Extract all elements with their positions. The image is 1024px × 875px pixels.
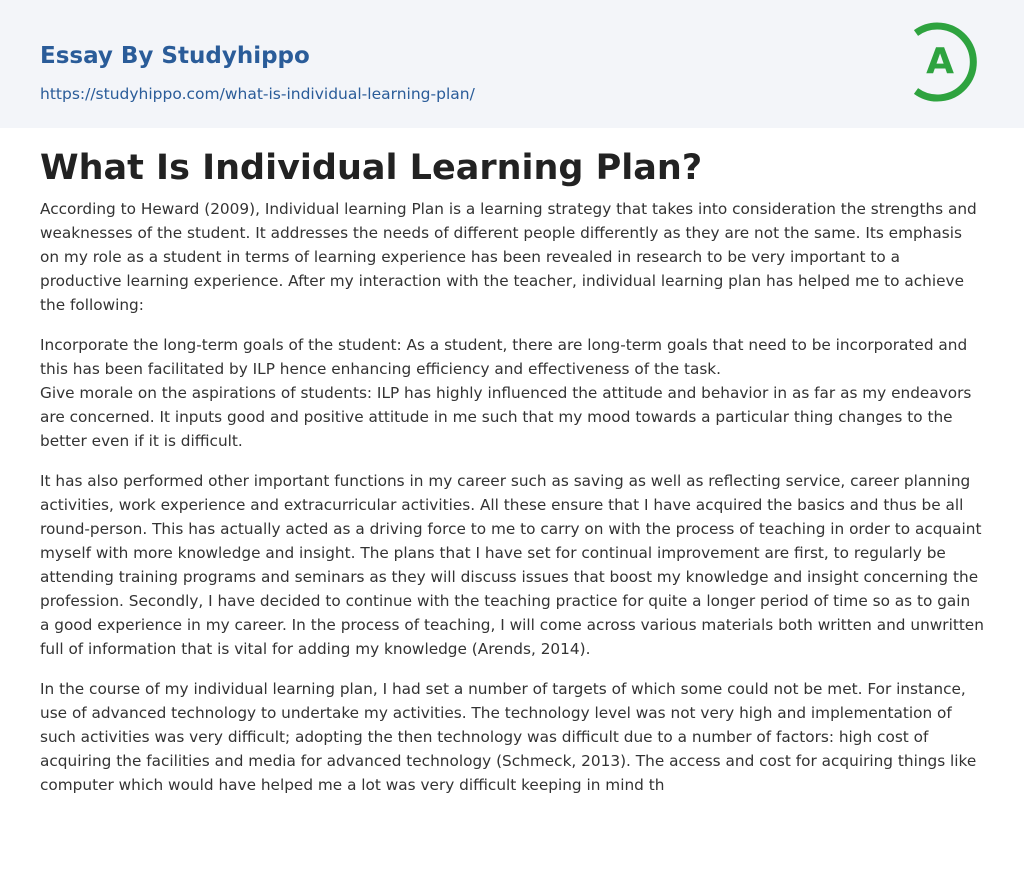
site-header [0,0,1024,128]
essay-body [40,145,984,813]
logo-letter: A [926,41,954,82]
paragraph-intro: According to Heward (2009), Individual learning Plan is a learning strategy that takes into consideration the strengths and weaknesses of the student. It addresses the needs of different people differently as they are not the same. Its emphasis on my role as a student in terms of learning experience has been revealed in research to be very important to a productive learning experience. After my interaction with the teacher, individual learning plan has helped me to achieve the following: [40,200,977,314]
brand-title: Essay By Studyhippo [40,43,310,69]
achievement-item-morale: Give morale on the aspirations of students: ILP has highly influenced the attitude and behavior in as far as my endeavors are concerned. It inputs good and positive attitude in me such that my mood towards a particular thing changes to the better even if it is difficult. [40,384,972,450]
paragraph-career-functions: It has also performed other important functions in my career such as saving as well as reflecting service, career planning activities, work experience and extracurricular activities. All these ensure that I have acquired the basics and thus be all round-person. This has actually acted as a driving force to me to carry on with the process of teaching in order to acquaint myself with more knowledge and insight. The plans that I have set for continual improvement are first, to regularly be attending training programs and seminars as they will discuss issues that boost my knowledge and insight concerning the profession. Secondly, I have decided to continue with the teaching practice for quite a longer period of time so as to gain a good experience in my career. In the process of teaching, I will come across various materials both written and unwritten full of information that is vital for adding my knowledge (Arends, 2014). [40,472,984,658]
paragraph-achievements [40,333,984,453]
page-title: What Is Individual Learning Plan? [40,148,703,188]
achievement-item-goals: Incorporate the long-term goals of the student: As a student, there are long-term goals that need to be incorporated and this has been facilitated by ILP hence enhancing efficiency and effectiveness of the task. [40,336,968,378]
paragraph-targets: In the course of my individual learning plan, I had set a number of targets of which some could not be met. For instance, use of advanced technology to undertake my activities. The technology level was not very high and implementation of such activities was very difficult; adopting the then technology was difficult due to a number of factors: high cost of acquiring the facilities and media for advanced technology (Schmeck, 2013). The access and cost for acquiring things like computer which would have helped me a lot was very difficult keeping in mind th [40,680,977,794]
source-url-link[interactable]: https://studyhippo.com/what-is-individual-learning-plan/ [40,85,475,103]
